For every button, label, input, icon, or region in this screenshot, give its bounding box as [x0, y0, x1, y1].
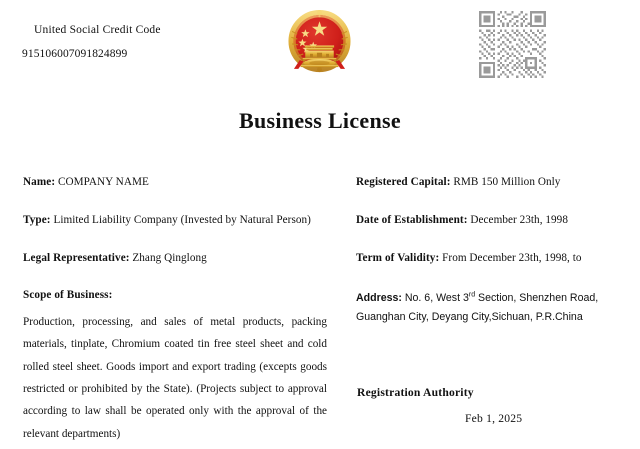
field-scope-of-business-label: Scope of Business:: [23, 288, 113, 301]
field-term-of-validity: [356, 250, 624, 266]
field-name-value: COMPANY NAME: [57, 176, 149, 188]
field-address: [356, 289, 624, 328]
credit-code-block: [22, 22, 272, 60]
field-term-of-validity-label: Term of Validity:: [356, 252, 440, 265]
right-field-column: [356, 174, 624, 328]
field-date-of-establishment-value: December 23th, 1998: [470, 214, 568, 227]
field-address-value-part2: Section, Shenzhen Road, Guanghan City, Deyang City,Sichuan, P.R.China: [356, 291, 599, 324]
field-type-label: Type:: [23, 214, 51, 227]
credit-code-value: 915106007091824899: [22, 48, 128, 61]
page-title: Business License: [239, 108, 401, 133]
field-registered-capital-label: Registered Capital:: [356, 176, 451, 188]
registration-authority-label: Registration Authority: [357, 386, 474, 399]
field-address-ordinal-suffix: rd: [468, 291, 476, 299]
field-registered-capital: [356, 174, 624, 190]
field-date-of-establishment-label: Date of Establishment:: [356, 214, 468, 227]
field-scope-of-business: [23, 289, 328, 445]
qr-code-icon: [479, 11, 546, 78]
field-legal-representative: [23, 250, 328, 266]
registration-date: Feb 1, 2025: [465, 412, 523, 425]
field-registered-capital-value: RMB 150 Million Only: [453, 176, 561, 188]
field-address-label: Address:: [356, 291, 402, 304]
field-scope-of-business-value: Production, processing, and sales of metal products, packing materials, tinplate, Chromium coated tin free steel sheet and cold rolled steel sheet. Goods import and export trading (excepts goods restricted or prohibited by the State). (Projects subject to approval according to law shall be operated only with the approval of the relevant departments): [23, 315, 327, 440]
field-type-value: Limited Liability Company (Invested by Natural Person): [53, 214, 311, 227]
left-field-column: [23, 174, 328, 445]
field-name: [23, 174, 328, 190]
field-name-label: Name:: [23, 176, 56, 188]
credit-code-label: United Social Credit Code: [34, 24, 161, 36]
field-date-of-establishment: [356, 212, 624, 228]
field-legal-representative-value: Zhang Qinglong: [132, 252, 207, 265]
field-legal-representative-label: Legal Representative:: [23, 252, 130, 265]
field-address-value-part1: No. 6, West 3: [404, 291, 469, 304]
field-term-of-validity-value: From December 23th, 1998, to: [442, 252, 582, 265]
field-type: [23, 212, 328, 228]
national-emblem-of-china-icon: [283, 7, 356, 81]
